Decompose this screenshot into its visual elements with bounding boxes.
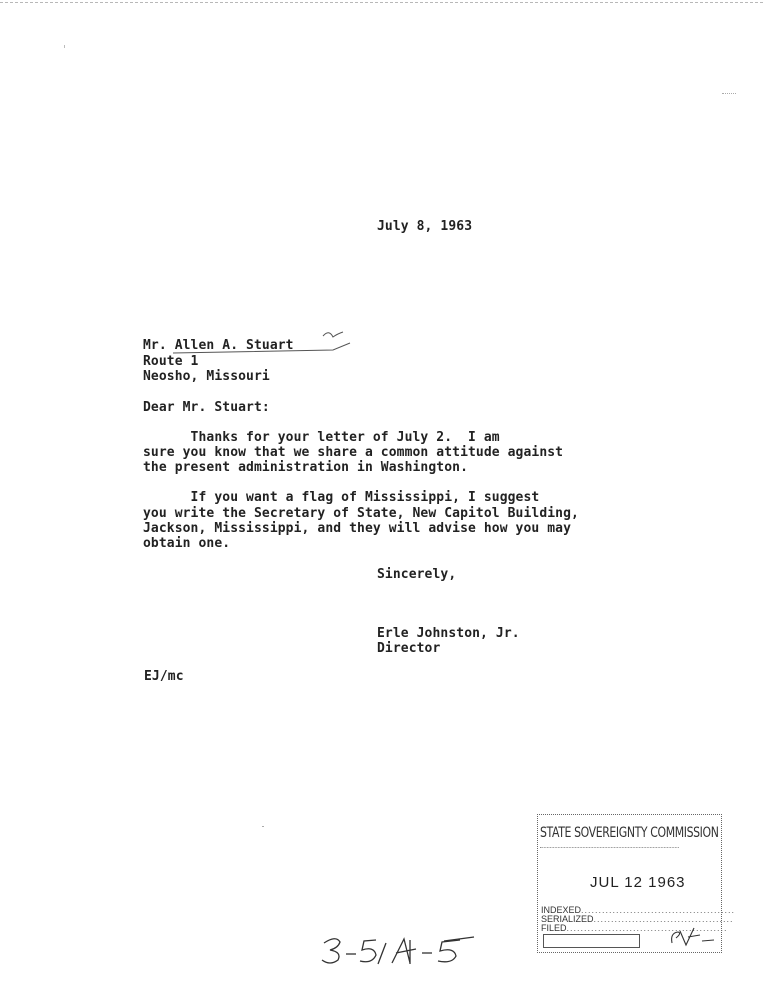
paragraph1-line3: the present administration in Washington. bbox=[143, 460, 468, 475]
stamp-header: STATE SOVEREIGNTY COMMISSION bbox=[540, 825, 679, 848]
paragraph1-line1: Thanks for your letter of July 2. I am bbox=[143, 430, 500, 445]
recipient-street: Route 1 bbox=[143, 354, 199, 369]
paragraph2-line3: Jackson, Mississippi, and they will advise how you may bbox=[143, 521, 572, 536]
recipient-name: Mr. Allen A. Stuart bbox=[143, 338, 294, 353]
received-stamp bbox=[537, 814, 736, 953]
handwritten-file-number bbox=[318, 931, 478, 971]
paragraph2-line2: you write the Secretary of State, New Capitol Building, bbox=[143, 506, 579, 521]
signer-name: Erle Johnston, Jr. bbox=[377, 626, 520, 641]
scan-speck bbox=[722, 93, 736, 94]
stamp-field-label: SERIALIZED bbox=[541, 914, 594, 924]
paragraph2-line4: obtain one. bbox=[143, 536, 231, 551]
salutation: Dear Mr. Stuart: bbox=[143, 400, 270, 415]
scan-speck bbox=[262, 826, 264, 827]
stamp-field-dots: ............................................ bbox=[581, 905, 736, 915]
stamp-field-label: FILED bbox=[541, 923, 567, 933]
recipient-city: Neosho, Missouri bbox=[143, 369, 270, 384]
scan-speck bbox=[64, 45, 65, 48]
stamp-date: JUL 12 1963 bbox=[590, 874, 686, 891]
stamp-field-dots: ........................................ bbox=[593, 914, 734, 924]
letter-date: July 8, 1963 bbox=[377, 219, 473, 234]
paragraph1-line2: sure you know that we share a common attitude against bbox=[143, 445, 564, 460]
paragraph2-line1: If you want a flag of Mississippi, I suggest bbox=[143, 490, 540, 505]
stamp-initials-scribble bbox=[666, 925, 716, 949]
stamp-field-dots: .............................................. bbox=[566, 923, 728, 933]
stamp-field-label: INDEXED bbox=[541, 905, 582, 915]
stamp-entry-box bbox=[543, 934, 640, 948]
reference-initials: EJ/mc bbox=[144, 669, 184, 684]
signer-title: Director bbox=[377, 641, 441, 656]
closing: Sincerely, bbox=[377, 567, 457, 582]
page-top-dashed-border bbox=[0, 2, 763, 3]
